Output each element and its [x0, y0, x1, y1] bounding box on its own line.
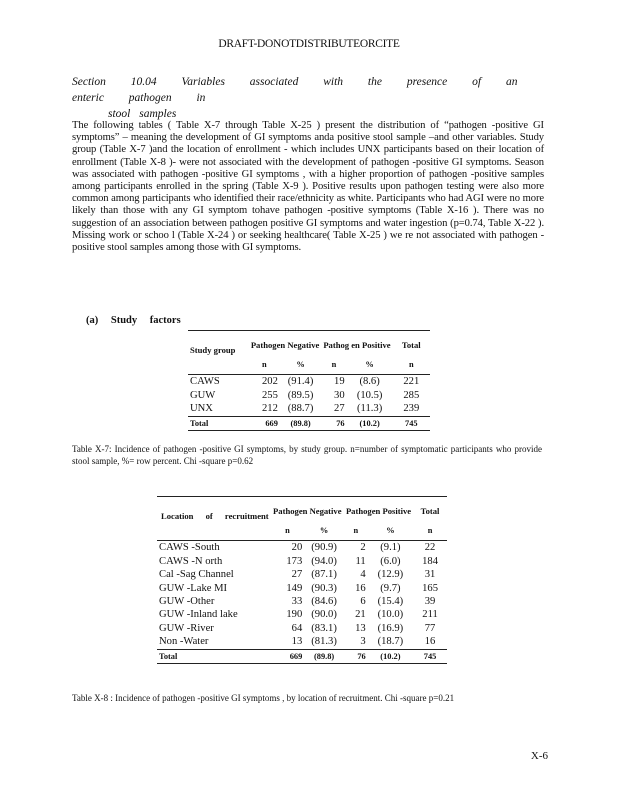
cell-pos-pct: (8.6): [359, 376, 380, 388]
cell-neg-pct: (81.3): [311, 636, 337, 648]
cell-neg-pct: (90.0): [311, 609, 337, 621]
header-pathogen-positive: Pathogen Positive: [345, 506, 412, 516]
total-total: 745: [405, 418, 418, 428]
cell-pos-n: 30: [334, 389, 345, 401]
sub-n: n: [262, 360, 267, 369]
row-label: CAWS -N orth: [159, 555, 223, 567]
row-label: GUW -Lake MI: [159, 582, 228, 594]
total-neg-n: 669: [265, 418, 278, 428]
table-row: [157, 608, 447, 621]
row-label: GUW -Other: [159, 596, 215, 608]
cell-neg-n: 255: [261, 389, 278, 401]
cell-pos-pct: (6.0): [380, 555, 401, 567]
cell-neg-n: 20: [291, 542, 303, 554]
total-total: 745: [423, 651, 437, 661]
cell-pos-n: 11: [355, 555, 366, 567]
cell-pos-n: 27: [334, 403, 345, 415]
section-title-line2: stool samples: [108, 108, 177, 120]
sub-n: n: [285, 526, 290, 535]
row-label: GUW -River: [159, 622, 214, 634]
table-column-label: Study group: [190, 345, 236, 355]
cell-neg-pct: (87.1): [311, 569, 337, 581]
cell-pos-pct: (9.1): [380, 542, 401, 554]
row-label: Non -Water: [159, 636, 209, 648]
table1-caption: Table X-7: Incidence of pathogen -positive GI symptoms, by study group. n=number of symptomatic participants who provide stool sample, %= row percent. Chi -square p=0.62: [72, 444, 542, 466]
page-number: X-6: [530, 750, 548, 762]
row-label: CAWS: [190, 376, 220, 388]
cell-neg-n: 190: [286, 609, 303, 621]
cell-total: 39: [424, 596, 436, 608]
cell-neg-pct: (91.4): [287, 376, 314, 388]
cell-neg-n: 202: [261, 376, 278, 388]
cell-total: 22: [424, 542, 436, 554]
cell-pos-pct: (18.7): [377, 636, 404, 648]
sub-pct: %: [319, 526, 329, 535]
cell-pos-n: 16: [355, 582, 366, 594]
header-pathogen-negative: Pathogen Negative: [250, 340, 320, 350]
table-row: [157, 555, 447, 568]
total-neg-pct: (89.8): [313, 651, 335, 661]
section-title-line1: Section 10.04 Variables associated with the presence of an enteric pathogen in: [72, 76, 518, 104]
table-row: [157, 595, 447, 608]
cell-pos-n: 19: [334, 376, 345, 388]
cell-total: 77: [424, 622, 436, 634]
cell-pos-pct: (15.4): [377, 596, 404, 608]
cell-pos-pct: (11.3): [357, 403, 383, 415]
cell-neg-pct: (84.6): [311, 596, 337, 608]
cell-total: 184: [422, 555, 438, 567]
table-row: [157, 541, 447, 555]
row-label: Cal -Sag Channel: [159, 569, 234, 581]
row-label: UNX: [190, 403, 213, 415]
cell-neg-pct: (90.3): [311, 582, 337, 594]
total-pos-n: 76: [336, 418, 345, 428]
cell-neg-n: 212: [261, 403, 278, 415]
cell-pos-n: 13: [355, 622, 366, 634]
cell-pos-pct: (9.7): [380, 582, 401, 594]
cell-neg-pct: (83.1): [311, 622, 337, 634]
header-total: Total: [420, 506, 440, 516]
cell-pos-n: 4: [360, 569, 366, 581]
subsection-heading: (a) Study factors: [86, 315, 181, 326]
cell-total: 239: [403, 403, 420, 415]
sub-pct: %: [386, 526, 395, 535]
sub-n: n: [427, 526, 433, 535]
table-column-label: Location of recruitment: [161, 511, 269, 521]
sub-n: n: [331, 360, 337, 369]
total-row: [157, 649, 447, 663]
cell-total: 31: [424, 569, 436, 581]
table-row: [157, 582, 447, 595]
cell-pos-pct: (16.9): [377, 622, 404, 634]
sub-n: n: [408, 360, 414, 369]
cell-pos-pct: (10.0): [377, 609, 404, 621]
total-label: Total: [190, 418, 209, 428]
body-paragraph: The following tables ( Table X-7 through Table X-25 ) present the distribution of “pathogen -positive GI symptoms” – meaning the development of GI symptoms anda positive stool sample –and other variables. Study group (Table X-7 )and the location of enrollment - which includes UNX participants based on their location of enrollment (Table X-8 )- were not associated with the development of pathogen -positive GI symptoms. Season was associated with pathogen -positive GI symptoms , with a higher proportion of pathogen -positive samples among participants enrolled in the spring (Table X-9 ). Positive results upon pathogen testing were also more common among participants who identified their race/ethnicity as white. Participants who had AGI were no more likely than those with any GI symptom tohave pathogen -positive symptoms (Table X-16 ). There was no suggestion of an association between pathogen positive GI symptoms and water ingestion (p=0.74, Table X-22 ). Missing work or schoo l (Table X-24 ) or seeking healthcare( Table X-25 ) we re not associated with pathogen -positive stool samples among those with GI symptoms.: [72, 120, 544, 254]
cell-neg-pct: (94.0): [311, 555, 337, 567]
total-row: [188, 416, 430, 430]
table-row: [157, 568, 447, 581]
sub-pct: %: [365, 360, 374, 369]
cell-neg-pct: (89.5): [287, 389, 314, 401]
cell-total: 211: [422, 609, 438, 621]
row-label: GUW: [190, 389, 216, 401]
total-neg-n: 669: [289, 651, 303, 661]
table-row: [157, 635, 447, 649]
total-pos-n: 76: [357, 651, 366, 661]
header-total: Total: [401, 340, 421, 350]
table-row: [188, 402, 430, 416]
cell-total: 221: [403, 376, 420, 388]
page-header: DRAFT-DONOTDISTRIBUTEORCITE: [218, 38, 400, 50]
table-row: [188, 375, 430, 389]
cell-neg-n: 149: [286, 582, 303, 594]
sub-n: n: [353, 526, 359, 535]
table-location: [157, 496, 447, 664]
cell-pos-n: 2: [360, 542, 366, 554]
sub-pct: %: [296, 360, 305, 369]
cell-pos-pct: (12.9): [377, 569, 404, 581]
total-pos-pct: (10.2): [359, 418, 380, 428]
cell-neg-pct: (90.9): [311, 542, 337, 554]
cell-total: 165: [422, 582, 438, 594]
table-row: [157, 622, 447, 635]
cell-pos-n: 21: [355, 609, 366, 621]
row-label: GUW -Inland lake: [159, 609, 238, 621]
cell-total: 285: [403, 389, 420, 401]
cell-neg-n: 33: [291, 596, 303, 608]
row-label: CAWS -South: [159, 542, 220, 554]
cell-pos-pct: (10.5): [356, 389, 383, 401]
cell-pos-n: 6: [360, 596, 366, 608]
cell-total: 16: [424, 636, 436, 648]
cell-neg-n: 173: [286, 555, 303, 567]
table2-caption: Table X-8 : Incidence of pathogen -positive GI symptoms , by location of recruitment. Chi -square p=0.21: [72, 693, 455, 703]
cell-neg-n: 64: [291, 622, 303, 634]
table-study-group: [188, 330, 430, 431]
total-pos-pct: (10.2): [380, 651, 401, 661]
cell-neg-n: 13: [291, 636, 303, 648]
section-title: [72, 74, 542, 122]
table-row: [188, 389, 430, 402]
header-pathogen-negative: Pathogen Negative: [273, 506, 342, 516]
cell-neg-n: 27: [291, 569, 303, 581]
header-pathogen-positive: Pathog en Positive: [323, 340, 391, 350]
total-neg-pct: (89.8): [290, 418, 311, 428]
cell-pos-n: 3: [360, 636, 366, 648]
total-label: Total: [159, 651, 178, 661]
cell-neg-pct: (88.7): [287, 403, 314, 415]
